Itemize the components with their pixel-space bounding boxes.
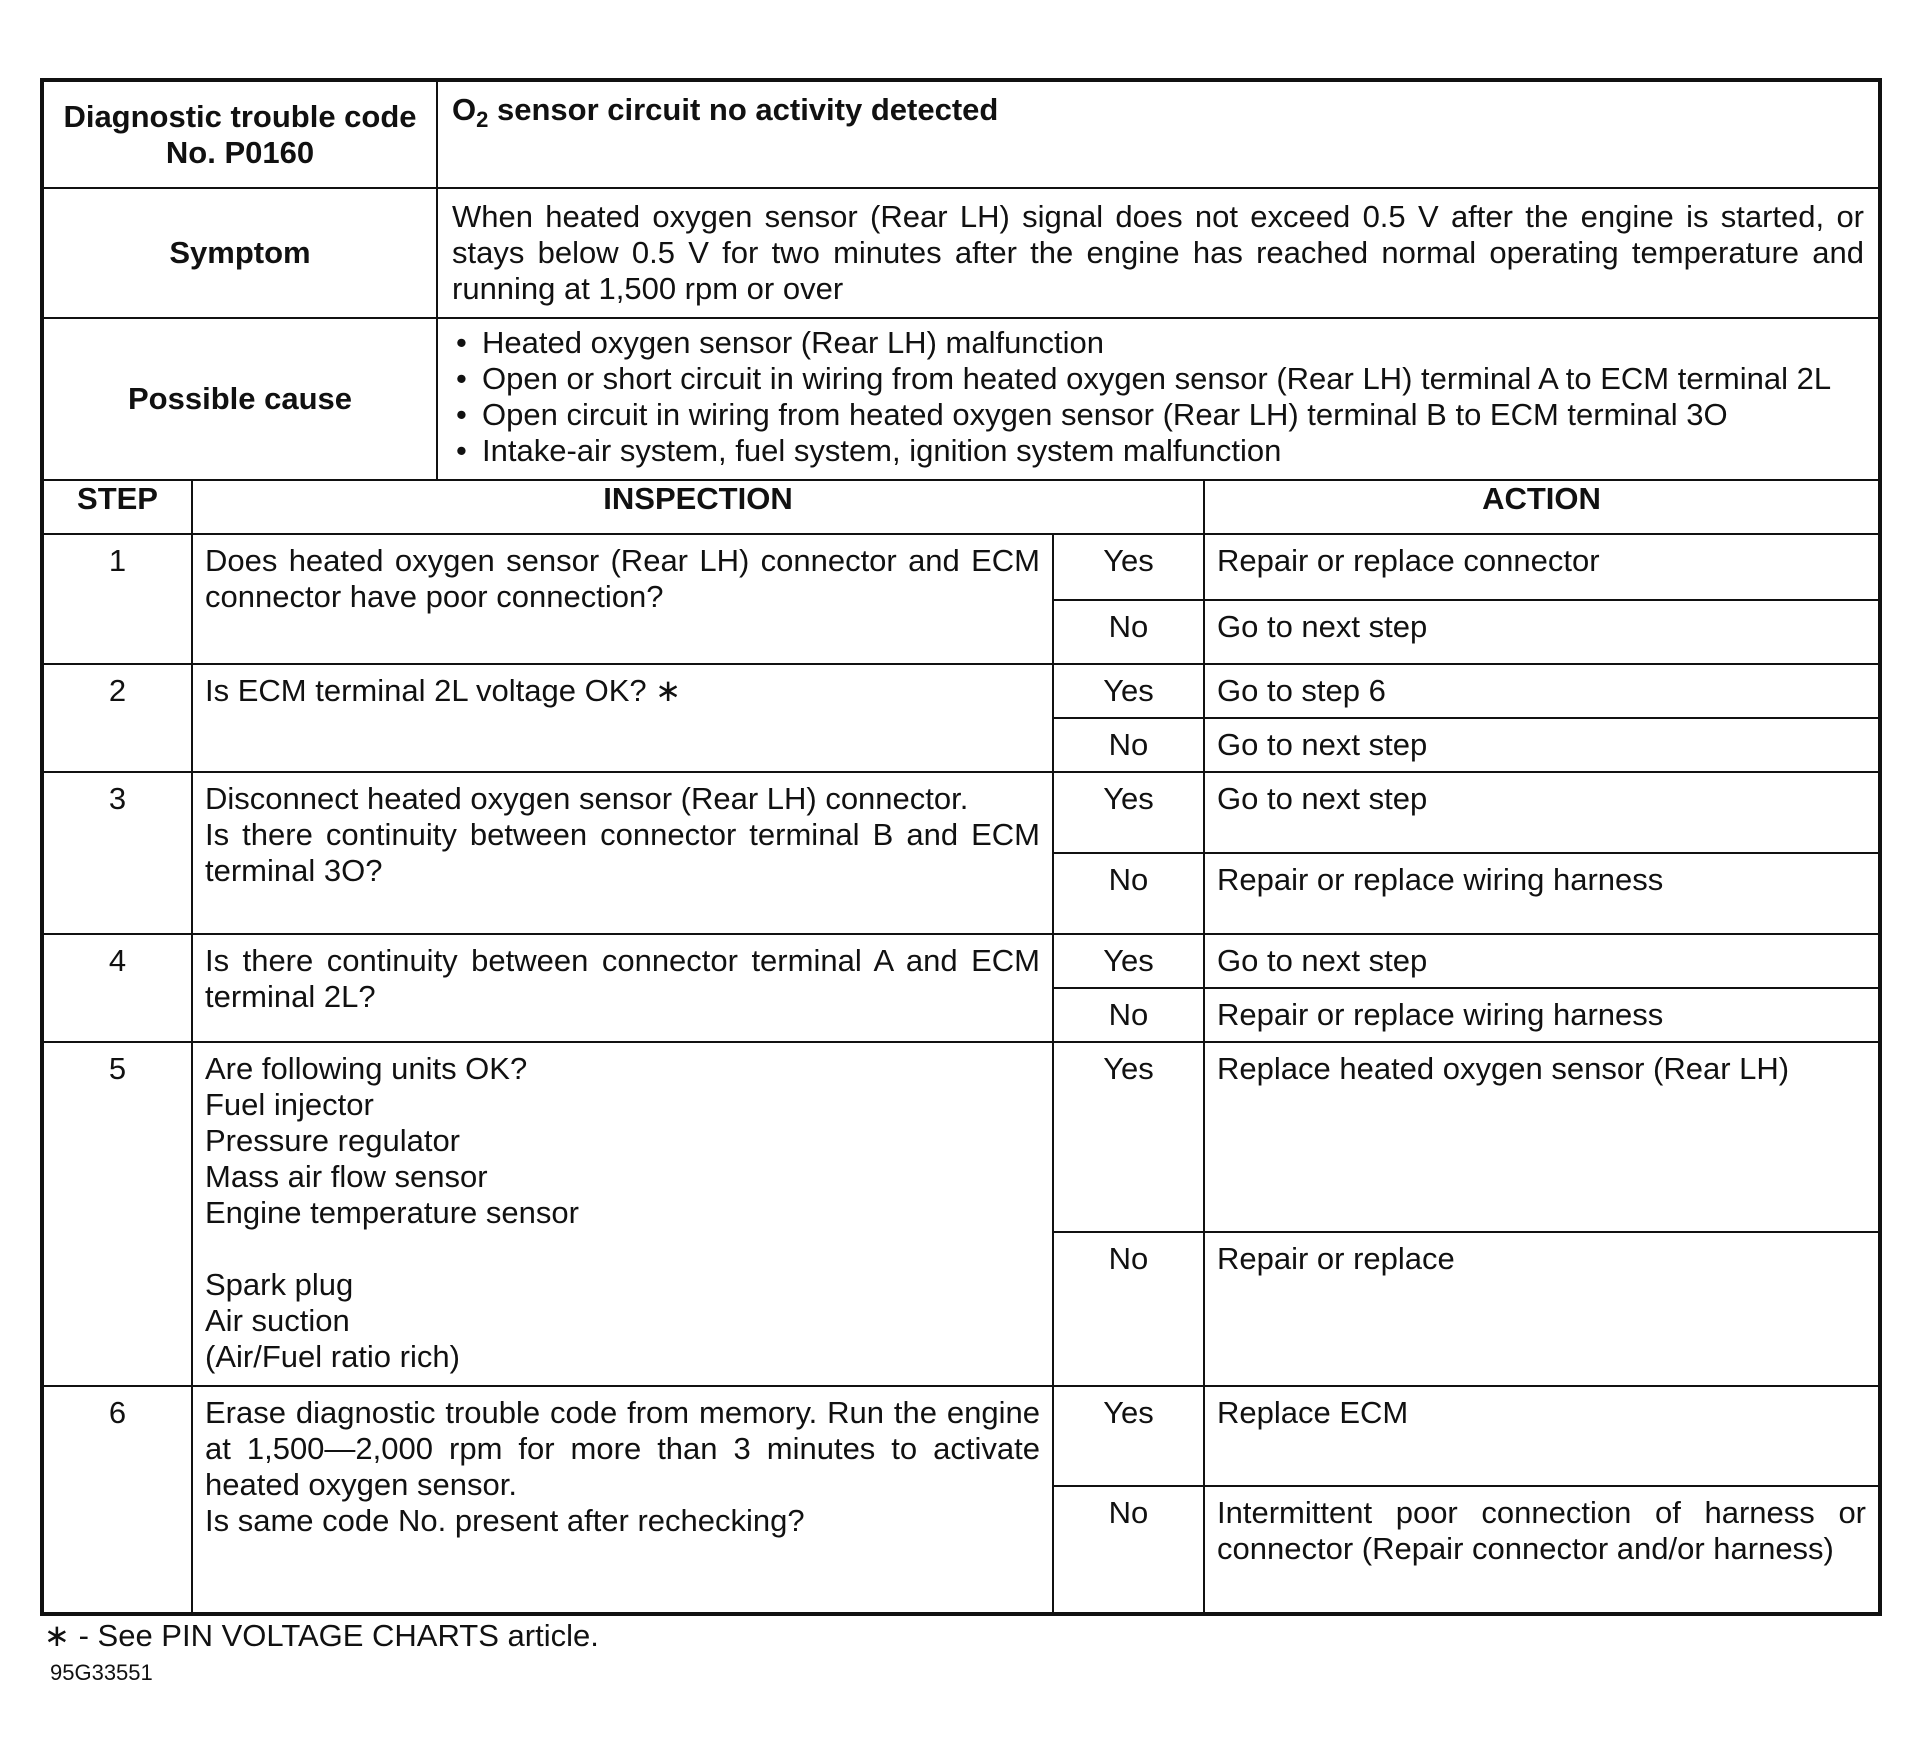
cause-item: • Heated oxygen sensor (Rear LH) malfunction	[452, 325, 1864, 361]
column-header-inspection: INSPECTION	[192, 480, 1204, 534]
no-action: Go to next step	[1204, 600, 1880, 664]
no-label: No	[1053, 988, 1204, 1042]
column-header-action: ACTION	[1204, 480, 1880, 534]
yes-action: Go to next step	[1204, 934, 1880, 988]
no-action: Go to next step	[1204, 718, 1880, 772]
figure-code: 95G33551	[50, 1660, 153, 1685]
no-action: Repair or replace wiring harness	[1204, 853, 1880, 934]
column-header-step: STEP	[42, 480, 192, 534]
yes-action: Repair or replace connector	[1204, 534, 1880, 600]
no-label: No	[1053, 853, 1204, 934]
yes-label: Yes	[1053, 664, 1204, 718]
inspection-text: Erase diagnostic trouble code from memory. Run the engine at 1,500—2,000 rpm for more than 3 minutes to activate heated oxygen sensor.	[205, 1395, 1040, 1502]
yes-action: Go to step 6	[1204, 664, 1880, 718]
footnote: ∗ - See PIN VOLTAGE CHARTS article.	[44, 1618, 599, 1653]
yes-action: Replace ECM	[1204, 1386, 1880, 1486]
yes-label: Yes	[1053, 1042, 1204, 1232]
step-4-yes-row	[42, 934, 1880, 988]
no-label: No	[1053, 1486, 1204, 1614]
possible-cause-row	[42, 318, 1880, 480]
step-inspection	[192, 1042, 1053, 1386]
no-label: No	[1053, 718, 1204, 772]
inspection-question: Is there continuity between connector terminal B and ECM terminal 3O?	[205, 817, 1040, 888]
cause-item: • Intake-air system, fuel system, ignition system malfunction	[452, 433, 1864, 469]
symptom-row	[42, 188, 1880, 318]
dtc-title-subscript: 2	[476, 107, 489, 133]
dtc-title	[437, 80, 1880, 188]
step-number: 4	[42, 934, 192, 1042]
inspection-line: Are following units OK?	[205, 1051, 528, 1086]
step-number: 3	[42, 772, 192, 934]
symptom-label: Symptom	[42, 188, 437, 318]
inspection-line: Pressure regulator	[205, 1123, 461, 1158]
column-header-row	[42, 480, 1880, 534]
no-action: Repair or replace	[1204, 1232, 1880, 1386]
yes-label: Yes	[1053, 1386, 1204, 1486]
yes-action: Replace heated oxygen sensor (Rear LH)	[1204, 1042, 1880, 1232]
step-number: 5	[42, 1042, 192, 1386]
step-inspection	[192, 934, 1053, 1042]
no-label: No	[1053, 1232, 1204, 1386]
inspection-line: (Air/Fuel ratio rich)	[205, 1339, 460, 1374]
yes-label: Yes	[1053, 772, 1204, 853]
step-6-yes-row	[42, 1386, 1880, 1486]
step-3-yes-row	[42, 772, 1880, 853]
step-5-yes-row	[42, 1042, 1880, 1232]
step-inspection	[192, 664, 1053, 772]
inspection-question: Is same code No. present after rechecking?	[205, 1503, 805, 1538]
step-number: 1	[42, 534, 192, 664]
step-1-yes-row	[42, 534, 1880, 600]
dtc-title-prefix: O	[452, 92, 477, 127]
symptom-text: When heated oxygen sensor (Rear LH) signal does not exceed 0.5 V after the engine is started, or stays below 0.5 V for two minutes after the engine has reached normal operating temperature and running at 1,500 rpm or over	[437, 188, 1880, 318]
inspection-line: Air suction	[205, 1303, 350, 1338]
inspection-text: Is ECM terminal 2L voltage OK? ∗	[205, 673, 682, 708]
dtc-label: Diagnostic trouble code No. P0160	[42, 80, 437, 188]
possible-cause-label: Possible cause	[42, 318, 437, 480]
inspection-text: Does heated oxygen sensor (Rear LH) connector and ECM connector have poor connection?	[205, 543, 1040, 614]
no-action: Repair or replace wiring harness	[1204, 988, 1880, 1042]
inspection-line: Engine temperature sensor	[205, 1195, 579, 1230]
dtc-row	[42, 80, 1880, 188]
step-inspection	[192, 772, 1053, 934]
inspection-line: Fuel injector	[205, 1087, 374, 1122]
inspection-text: Disconnect heated oxygen sensor (Rear LH) connector.	[205, 781, 969, 816]
yes-action: Go to next step	[1204, 772, 1880, 853]
diagnostic-table	[40, 78, 1882, 1616]
step-2-yes-row	[42, 664, 1880, 718]
possible-cause-list	[437, 318, 1880, 480]
no-action: Intermittent poor connection of harness or connector (Repair connector and/or harness)	[1204, 1486, 1880, 1614]
inspection-text: Is there continuity between connector terminal A and ECM terminal 2L?	[205, 943, 1040, 1014]
yes-label: Yes	[1053, 934, 1204, 988]
dtc-title-rest: sensor circuit no activity detected	[488, 92, 999, 127]
no-label: No	[1053, 600, 1204, 664]
inspection-line: Mass air flow sensor	[205, 1159, 488, 1194]
cause-item: • Open circuit in wiring from heated oxygen sensor (Rear LH) terminal B to ECM terminal 3O	[452, 397, 1864, 433]
step-inspection	[192, 1386, 1053, 1614]
yes-label: Yes	[1053, 534, 1204, 600]
step-number: 2	[42, 664, 192, 772]
cause-item: • Open or short circuit in wiring from heated oxygen sensor (Rear LH) terminal A to ECM terminal 2L	[452, 361, 1864, 397]
inspection-spacer	[205, 1231, 1040, 1267]
step-number: 6	[42, 1386, 192, 1614]
step-inspection	[192, 534, 1053, 664]
inspection-line: Spark plug	[205, 1267, 354, 1302]
